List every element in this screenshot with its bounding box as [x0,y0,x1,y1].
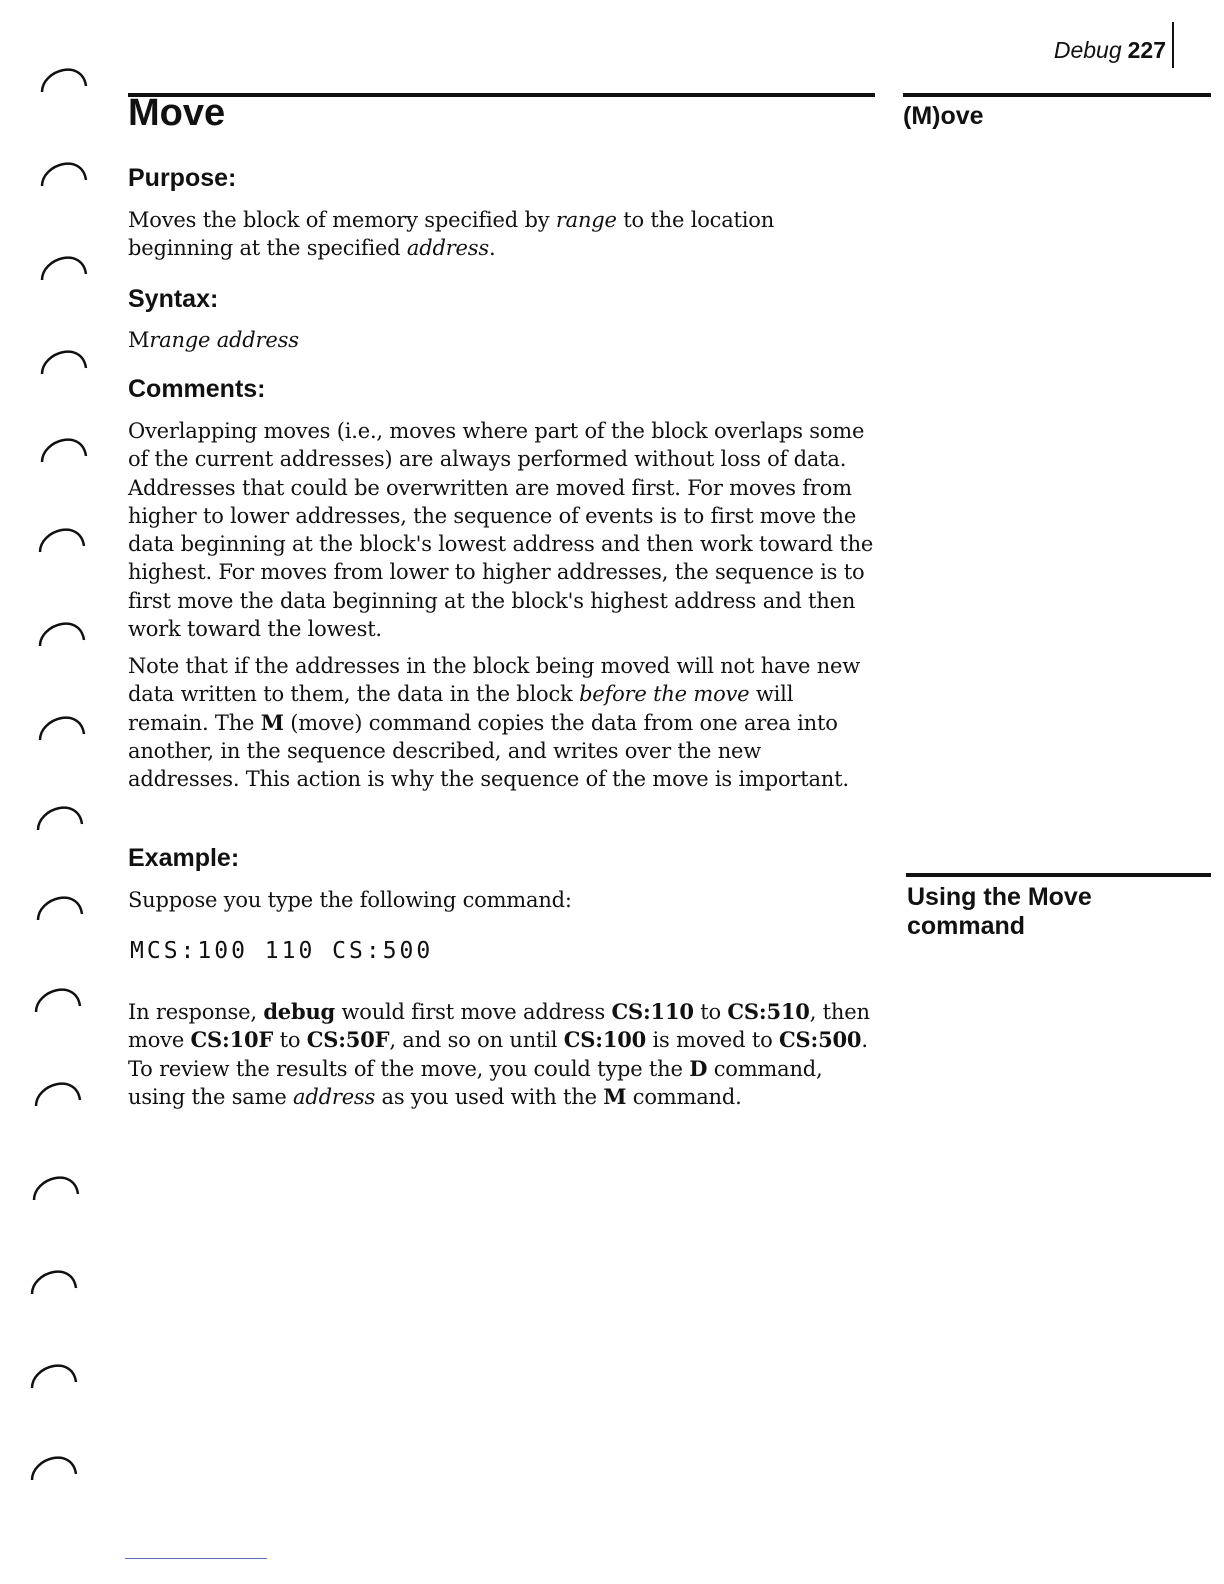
sidebar-rule [906,873,1211,877]
text-run: M [603,1083,627,1109]
binder-hole [32,1458,76,1480]
binder-holes [20,0,100,1584]
text-run: address [406,236,489,261]
binder-hole [40,718,84,740]
text-run: CS:100 [563,1027,647,1053]
text-run: CS:10F [190,1027,274,1053]
example-intro: Suppose you type the following command: [128,888,572,912]
text-run: . [488,236,496,261]
syntax-text [128,326,878,354]
comments-paragraph [128,652,878,793]
text-run: . To review the results of the move, you could type the [128,1028,868,1081]
running-header [1054,22,1174,64]
example-result [128,998,878,1111]
text-run: would first move address [335,1000,612,1024]
binder-hole [38,898,82,920]
text-run: to [693,1000,728,1024]
comments-heading: Comments: [128,375,266,403]
sidebar-heading: Using the Move command [907,883,1092,940]
syntax-heading: Syntax: [128,285,219,313]
binder-hole [42,70,86,92]
sidebar-rule [903,93,1211,97]
page-number: 227 [1127,37,1166,63]
binder-hole [42,164,86,186]
text-run: before the move [579,682,750,707]
text-run: CS:500 [779,1027,862,1053]
binder-hole [42,440,86,462]
purpose-text [128,206,878,263]
text-run: to the location beginning at the specified [128,208,775,261]
text-run: In response, [128,1000,264,1024]
text-run: as you used with the [375,1084,604,1109]
text-run: will remain. The [128,682,794,735]
comments-paragraph: Overlapping moves (i.e., moves where part of the block overlaps some of the current addresses) are always performed without loss of data. Addresses that could be overwritten are moved first. For moves from higher to lower addresses, the sequence of events is to first move the data beginning at the block's lowest address and then work toward the highest. For moves from lower to higher addresses, the sequence is to first move the data beginning at the block's highest address and then work toward the lowest. [128,419,874,642]
text-run: command, using the same [128,1056,823,1109]
text-run: Moves the block of memory specified by [128,208,556,232]
text-run: M [128,328,150,352]
text-run: , then move [128,1000,870,1053]
text-run: , and so on until [389,1028,564,1053]
text-run: CS:510 [727,999,810,1024]
binder-hole [36,1084,80,1106]
binder-hole [40,624,84,646]
text-run: to [273,1028,307,1053]
text-run: CS:110 [611,999,694,1024]
text-run: (move) command copies the data from one area into another, in the sequence described, and writes over the new addresses. This action is why the sequence of the move is important. [128,710,849,792]
sidebar-heading: (M)ove [903,102,984,130]
text-run: CS:50F [306,1027,390,1053]
text-run: Note that if the addresses in the block being moved will not have new data written to them, the data in the block [128,654,861,707]
text-run: address [293,1084,376,1109]
binder-hole [38,808,82,830]
binder-hole [36,990,80,1012]
example-command: MCS:100 110 CS:500 [130,938,434,964]
text-run: command. [626,1084,742,1109]
text-run: M [260,709,284,735]
page-title: Move [128,92,226,134]
header-rule [1172,22,1174,68]
title-rule [128,93,875,97]
footer-rule [125,1558,267,1559]
binder-hole [32,1272,76,1294]
binder-hole [34,1178,78,1200]
text-run: range address [149,328,299,352]
binder-hole [42,258,86,280]
text-run: debug [263,999,335,1024]
purpose-heading: Purpose: [128,164,237,192]
text-run: is moved to [646,1028,780,1053]
binder-hole [40,530,84,552]
text-run: range [555,208,617,232]
binder-hole [32,1366,76,1388]
example-heading: Example: [128,844,240,872]
text-run: D [689,1055,708,1081]
binder-hole [42,352,86,374]
header-section: Debug [1053,37,1122,63]
